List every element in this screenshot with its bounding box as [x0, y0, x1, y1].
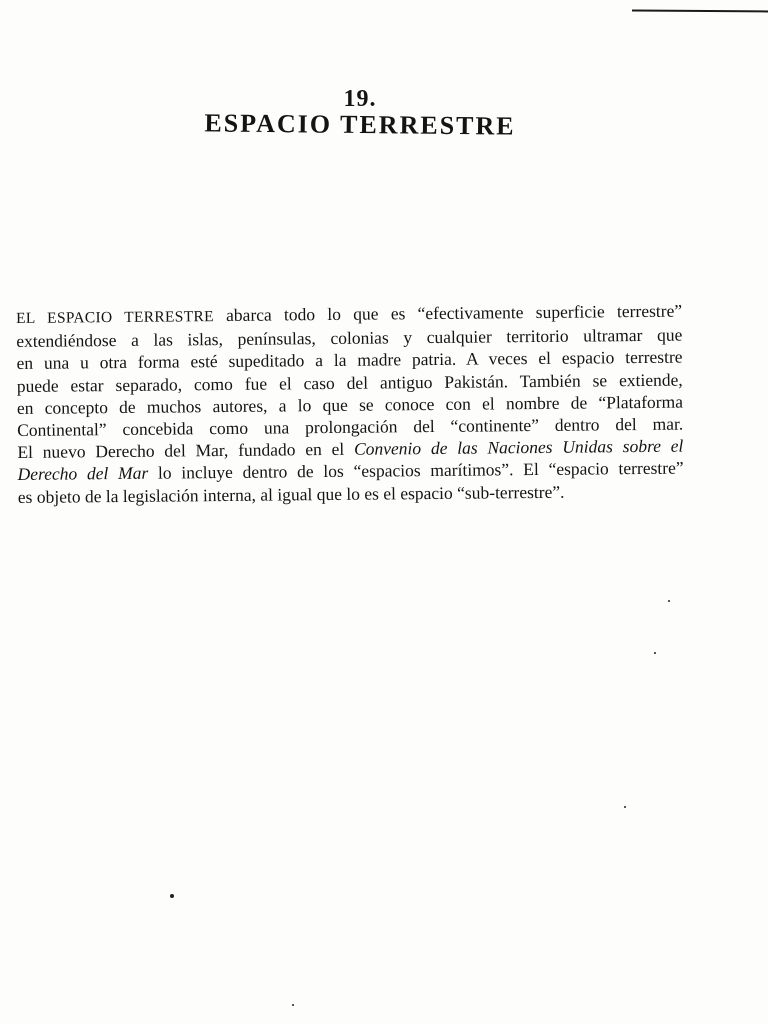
- text-line-1-rest: abarca todo lo que es “efectivamente superficie terrestre”: [213, 300, 683, 326]
- chapter-title: ESPACIO TERRESTRE: [204, 108, 516, 141]
- text-line-7-start: El nuevo Derecho del Mar, fundado en el: [17, 438, 355, 463]
- lead-caps: EL ESPACIO TERRESTRE: [16, 308, 214, 327]
- convention-title-part2: Derecho del Mar: [17, 463, 149, 485]
- text-line-4: puede estar separado, como fue el caso del antiguo Pakistán. También se extiende,: [16, 369, 683, 396]
- text-line-8-rest: lo incluye dentro de los “espacios marítimos”. El “espacio terrestre”: [148, 458, 684, 484]
- top-edge-rule: [632, 10, 768, 13]
- scan-speck: [170, 894, 174, 898]
- text-line-3: en una u otra forma esté supeditado a la madre patria. A veces el espacio terrestre: [16, 347, 683, 374]
- scan-speck: [624, 806, 626, 808]
- text-line-2: extendiéndose a las islas, penínsulas, colonias y cualquier territorio ultramar que: [16, 324, 683, 352]
- text-line-9: es objeto de la legislación interna, al igual que lo es el espacio “sub-terrestre”.: [17, 481, 565, 507]
- scan-speck: [292, 1004, 294, 1006]
- scan-speck: [654, 652, 656, 654]
- chapter-number: 19.: [343, 86, 377, 112]
- text-line-6: Continental” concebida como una prolongación del “continente” dentro del mar.: [17, 413, 684, 441]
- convention-title-part1: Convenio de las Naciones Unidas sobre el: [353, 435, 684, 459]
- scan-speck: [668, 600, 670, 602]
- text-line-5: en concepto de muchos autores, a lo que se conoce con el nombre de “Plataforma: [16, 391, 684, 418]
- body-paragraph: [16, 300, 684, 508]
